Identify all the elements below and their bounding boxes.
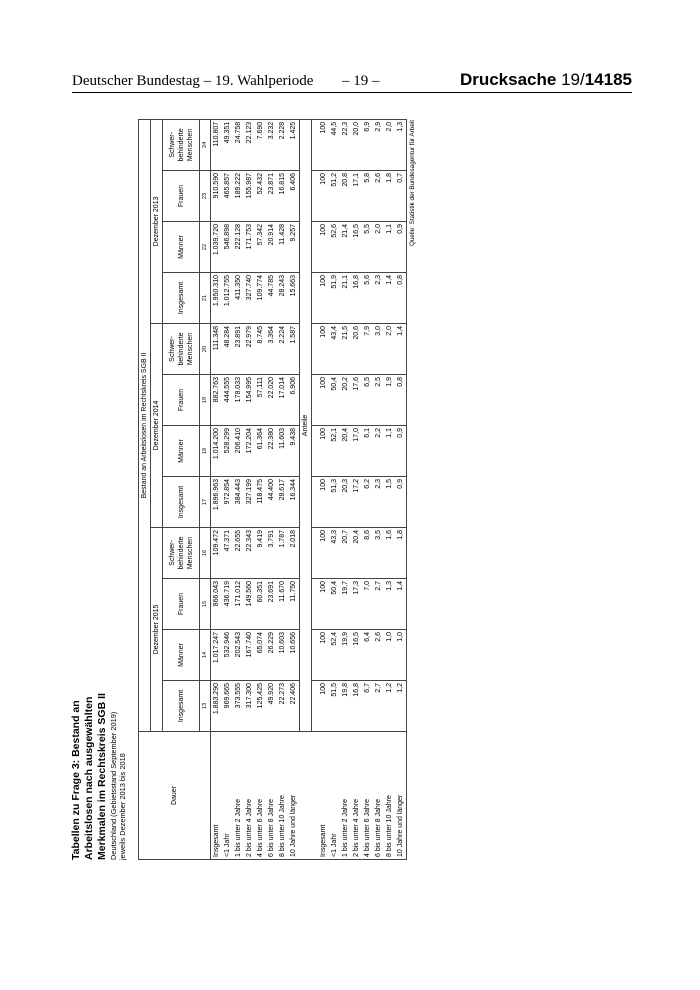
col-header: Schwer-behinderte Menschen	[163, 324, 200, 375]
table-cell: 1,6	[384, 528, 395, 579]
table-cell: 972.854	[222, 477, 233, 528]
table-cell: 2.224	[277, 324, 288, 375]
table-cell: 1.950.310	[211, 273, 223, 324]
table-cell: 154.995	[244, 375, 255, 426]
table-cell: 2.228	[277, 119, 288, 170]
empty-cell	[300, 732, 312, 860]
document-number	[460, 70, 632, 90]
table-cell: 17,0	[351, 426, 362, 477]
table-cell: 528.299	[222, 426, 233, 477]
table-cell: 189.222	[233, 171, 244, 222]
table-cell: 11.750	[288, 579, 300, 630]
table-row	[222, 119, 233, 859]
row-label: 1 bis unter 2 Jahre	[233, 732, 244, 860]
table-cell: 1,3	[384, 579, 395, 630]
rotated-table-area	[70, 120, 470, 860]
table-cell: 20,0	[351, 119, 362, 170]
table-cell: 167.740	[244, 630, 255, 681]
table-cell: 2,7	[373, 579, 384, 630]
col-header: Frauen	[163, 375, 200, 426]
row-label: Insgesamt	[211, 732, 223, 860]
table-cell: 1.425	[288, 119, 300, 170]
table-cell: 110.807	[211, 119, 223, 170]
table-cell: 50,4	[329, 579, 340, 630]
title-line-5: jeweils Dezember 2013 bis 2018	[118, 753, 127, 860]
table-cell: 20,4	[340, 426, 351, 477]
col-header: Insgesamt	[163, 273, 200, 324]
table-cell: 22,3	[340, 119, 351, 170]
main-header: Bestand an Arbeitslosen im Rechtskreis SGB II	[139, 119, 151, 731]
column-number: 23	[200, 171, 211, 222]
table-cell: 28.243	[277, 273, 288, 324]
table-cell: 20,3	[340, 477, 351, 528]
table-row	[266, 119, 277, 859]
column-number: 13	[200, 681, 211, 732]
table-cell: 43,4	[329, 324, 340, 375]
table-cell: 1,4	[395, 579, 407, 630]
table-cell: 172.204	[244, 426, 255, 477]
doc-label: Drucksache	[459, 70, 557, 89]
table-cell: 52.432	[255, 171, 266, 222]
table-cell: 20,8	[340, 171, 351, 222]
table-cell: 0,9	[395, 477, 407, 528]
table-cell: 0,9	[395, 426, 407, 477]
table-cell: 23.691	[266, 579, 277, 630]
table-cell: 22.380	[266, 426, 277, 477]
table-row	[318, 119, 329, 859]
table-cell: 16,8	[351, 681, 362, 732]
table-cell: 6,7	[362, 681, 373, 732]
table-cell: 2,2	[373, 426, 384, 477]
table-cell: 1,0	[395, 630, 407, 681]
table-cell: 44.785	[266, 273, 277, 324]
table-row	[244, 119, 255, 859]
table-cell: 7,9	[362, 324, 373, 375]
col-header: Männer	[163, 426, 200, 477]
table-cell: 6,2	[362, 477, 373, 528]
table-cell: 28.617	[277, 477, 288, 528]
table-cell: 327.740	[244, 273, 255, 324]
rotated-content	[70, 120, 470, 860]
row-label: 4 bis unter 6 Jahre	[362, 732, 373, 860]
table-row	[395, 119, 407, 859]
anteile-label: Anteile	[300, 119, 312, 731]
table-cell: 1.896.963	[211, 477, 223, 528]
table-cell: 100	[318, 477, 329, 528]
table-cell: 1.039.720	[211, 222, 223, 273]
table-cell: 1,8	[395, 528, 407, 579]
table-cell: 1,4	[395, 324, 407, 375]
table-cell: 7.690	[255, 119, 266, 170]
col-header: Schwer-behinderte Menschen	[163, 528, 200, 579]
col-header: Insgesamt	[163, 477, 200, 528]
table-cell: 49.920	[266, 681, 277, 732]
column-number: 16	[200, 528, 211, 579]
row-label: 10 Jahre und länger	[395, 732, 407, 860]
table-cell: 100	[318, 681, 329, 732]
table-cell: 20.914	[266, 222, 277, 273]
table-cell: 1.017.247	[211, 630, 223, 681]
table-cell: 2,3	[373, 477, 384, 528]
table-cell: 3.364	[266, 324, 277, 375]
table-cell: 2,7	[373, 681, 384, 732]
table-cell: 171.753	[244, 222, 255, 273]
table-cell: 19,9	[340, 630, 351, 681]
column-number: 21	[200, 273, 211, 324]
table-cell: 1,2	[384, 681, 395, 732]
table-cell: 1,1	[384, 222, 395, 273]
table-cell: 6,5	[362, 375, 373, 426]
table-row	[362, 119, 373, 859]
column-number: 19	[200, 375, 211, 426]
period-header: Dezember 2015	[151, 528, 163, 732]
col-header: Schwer-behinderte Menschen	[163, 119, 200, 170]
table-cell: 2.018	[288, 528, 300, 579]
table-cell: 0,9	[395, 222, 407, 273]
table-cell: 1,2	[395, 681, 407, 732]
page-header	[72, 70, 632, 92]
table-cell: 2,6	[373, 630, 384, 681]
column-number: 18	[200, 426, 211, 477]
table-cell: 24.758	[233, 119, 244, 170]
table-cell: 1.787	[277, 528, 288, 579]
table-cell: 109.774	[255, 273, 266, 324]
table-cell: 100	[318, 171, 329, 222]
table-cell: 20,4	[351, 528, 362, 579]
table-cell: 882.763	[211, 375, 223, 426]
column-number: 14	[200, 630, 211, 681]
column-number: 20	[200, 324, 211, 375]
table-row	[233, 119, 244, 859]
table-cell: 5,6	[362, 273, 373, 324]
table-cell: 125.425	[255, 681, 266, 732]
row-label: 6 bis unter 8 Jahre	[373, 732, 384, 860]
table-cell: 11.428	[277, 222, 288, 273]
table-cell: 384.443	[233, 477, 244, 528]
table-cell: 9.257	[288, 222, 300, 273]
table-cell: 49.351	[222, 119, 233, 170]
table-cell: 43,3	[329, 528, 340, 579]
table-cell: 23.871	[266, 171, 277, 222]
table-cell: 16.815	[277, 171, 288, 222]
table-row	[288, 119, 300, 859]
table-row	[340, 119, 351, 859]
title-line-4: Deutschland (Gebietsstand September 2019)	[109, 711, 118, 860]
table-cell: 100	[318, 528, 329, 579]
table-cell: 100	[318, 630, 329, 681]
table-cell: 202.543	[233, 630, 244, 681]
table-cell: 17,1	[351, 171, 362, 222]
table-cell: 57.111	[255, 375, 266, 426]
table-cell: 20,7	[340, 528, 351, 579]
table-cell: 2,0	[384, 119, 395, 170]
table-cell: 7,0	[362, 579, 373, 630]
data-table-wrapper	[138, 120, 416, 860]
table-cell: 61.364	[255, 426, 266, 477]
table-cell: 6,9	[362, 119, 373, 170]
table-cell: 100	[318, 426, 329, 477]
table-cell: 444.555	[222, 375, 233, 426]
table-cell: 910.590	[211, 171, 223, 222]
table-cell: 65.074	[255, 630, 266, 681]
row-label: <1 Jahr	[222, 732, 233, 860]
table-cell: 6.906	[288, 375, 300, 426]
table-cell: 17,2	[351, 477, 362, 528]
column-number: 15	[200, 579, 211, 630]
table-cell: 5,5	[362, 222, 373, 273]
table-cell: 44.400	[266, 477, 277, 528]
table-cell: 1,5	[384, 477, 395, 528]
table-cell: 317.300	[244, 681, 255, 732]
column-number: 17	[200, 477, 211, 528]
table-cell: 373.555	[233, 681, 244, 732]
table-cell: 866.043	[211, 579, 223, 630]
col-header: Frauen	[163, 579, 200, 630]
table-cell: 3.232	[266, 119, 277, 170]
table-cell: 118.475	[255, 477, 266, 528]
anteile-row	[300, 119, 312, 859]
header-rule	[72, 92, 632, 93]
period-header: Dezember 2014	[151, 324, 163, 528]
table-cell: 2,0	[373, 222, 384, 273]
table-cell: 47.371	[222, 528, 233, 579]
table-cell: 22.343	[244, 528, 255, 579]
row-label: 8 bis unter 10 Jahre	[384, 732, 395, 860]
table-cell: 20,6	[351, 324, 362, 375]
page-number: – 19 –	[342, 73, 380, 89]
row-label: <1 Jahr	[329, 732, 340, 860]
table-row	[384, 119, 395, 859]
table-cell: 2,9	[373, 119, 384, 170]
table-cell: 6.406	[288, 171, 300, 222]
table-cell: 22.273	[277, 681, 288, 732]
table-cell: 532.946	[222, 630, 233, 681]
table-cell: 22.655	[233, 528, 244, 579]
table-cell: 178.033	[233, 375, 244, 426]
table-cell: 149.560	[244, 579, 255, 630]
table-cell: 16.344	[288, 477, 300, 528]
table-cell: 1,1	[384, 426, 395, 477]
table-cell: 6,1	[362, 426, 373, 477]
data-table	[138, 119, 407, 860]
table-cell: 19,7	[340, 579, 351, 630]
table-cell: 465.857	[222, 171, 233, 222]
table-cell: 19,8	[340, 681, 351, 732]
table-cell: 1.883.290	[211, 681, 223, 732]
table-cell: 16,8	[351, 273, 362, 324]
table-cell: 21,1	[340, 273, 351, 324]
table-cell: 6,4	[362, 630, 373, 681]
table-cell: 1,4	[384, 273, 395, 324]
table-cell: 1.014.200	[211, 426, 223, 477]
table-cell: 9.419	[255, 528, 266, 579]
table-cell: 436.719	[222, 579, 233, 630]
table-cell: 8.745	[255, 324, 266, 375]
table-cell: 51,5	[329, 681, 340, 732]
row-label: 2 bis unter 4 Jahre	[244, 732, 255, 860]
col-header: Insgesamt	[163, 681, 200, 732]
table-cell: 52,6	[329, 222, 340, 273]
table-cell: 44,5	[329, 119, 340, 170]
table-cell: 969.665	[222, 681, 233, 732]
table-cell: 2,6	[373, 171, 384, 222]
table-cell: 100	[318, 273, 329, 324]
table-cell: 3,5	[373, 528, 384, 579]
table-body	[139, 119, 407, 859]
row-label: 10 Jahre und länger	[288, 732, 300, 860]
table-cell: 100	[318, 222, 329, 273]
doc-number-bold: 14185	[584, 70, 632, 89]
table-cell: 10.656	[288, 630, 300, 681]
table-cell: 52,4	[329, 630, 340, 681]
column-number: 24	[200, 119, 211, 170]
table-cell: 21,4	[340, 222, 351, 273]
table-cell: 22.406	[288, 681, 300, 732]
row-label: 6 bis unter 8 Jahre	[266, 732, 277, 860]
table-cell: 22.020	[266, 375, 277, 426]
source-note: Quelle: Statistik der Bundesagentur für Arbeit	[409, 120, 416, 247]
table-row	[277, 119, 288, 859]
table-cell: 60.351	[255, 579, 266, 630]
table-cell: 1,9	[384, 375, 395, 426]
table-cell: 23.891	[233, 324, 244, 375]
dauer-header: Dauer	[139, 732, 211, 860]
period-header: Dezember 2013	[151, 119, 163, 323]
row-label: 4 bis unter 6 Jahre	[255, 732, 266, 860]
row-label: 8 bis unter 10 Jahre	[277, 732, 288, 860]
table-cell: 51,3	[329, 477, 340, 528]
table-cell: 2,5	[373, 375, 384, 426]
row-label: 1 bis unter 2 Jahre	[340, 732, 351, 860]
table-cell: 100	[318, 579, 329, 630]
table-cell: 1.012.755	[222, 273, 233, 324]
table-cell: 15.663	[288, 273, 300, 324]
col-header: Männer	[163, 630, 200, 681]
table-cell: 327.199	[244, 477, 255, 528]
table-cell: 1,0	[384, 630, 395, 681]
table-cell: 48.284	[222, 324, 233, 375]
table-cell: 546.898	[222, 222, 233, 273]
table-cell: 3.791	[266, 528, 277, 579]
parliament-period: Deutscher Bundestag – 19. Wahlperiode	[72, 73, 314, 89]
doc-number-prefix: 19/	[561, 70, 585, 89]
title-line-3: Merkmalen im Rechtskreis SGB II	[96, 693, 108, 860]
table-cell: 206.410	[233, 426, 244, 477]
table-cell: 109.472	[211, 528, 223, 579]
table-cell: 17,3	[351, 579, 362, 630]
table-cell: 17.014	[277, 375, 288, 426]
table-cell: 1.587	[288, 324, 300, 375]
table-cell: 0,7	[395, 171, 407, 222]
title-line-2: Arbeitslosen nach ausgewählten	[83, 696, 95, 860]
table-cell: 22.979	[244, 324, 255, 375]
table-row	[211, 119, 223, 859]
table-cell: 2,3	[373, 273, 384, 324]
table-cell: 11.670	[277, 579, 288, 630]
table-cell: 100	[318, 375, 329, 426]
table-cell: 10.603	[277, 630, 288, 681]
table-cell: 0,8	[395, 375, 407, 426]
table-row	[329, 119, 340, 859]
table-cell: 155.987	[244, 171, 255, 222]
table-cell: 3,0	[373, 324, 384, 375]
table-cell: 26.229	[266, 630, 277, 681]
table-cell: 16,5	[351, 222, 362, 273]
table-cell: 57.342	[255, 222, 266, 273]
column-number: 22	[200, 222, 211, 273]
table-cell: 51,2	[329, 171, 340, 222]
table-cell: 222.128	[233, 222, 244, 273]
table-cell: 11.603	[277, 426, 288, 477]
table-row	[373, 119, 384, 859]
table-cell: 111.348	[211, 324, 223, 375]
table-cell: 0,8	[395, 273, 407, 324]
table-cell: 50,4	[329, 375, 340, 426]
table-cell: 21,5	[340, 324, 351, 375]
table-cell: 100	[318, 324, 329, 375]
row-label: Insgesamt	[318, 732, 329, 860]
table-cell: 8,6	[362, 528, 373, 579]
row-label: 2 bis unter 4 Jahre	[351, 732, 362, 860]
table-cell: 51,9	[329, 273, 340, 324]
table-cell: 22.123	[244, 119, 255, 170]
table-cell: 411.350	[233, 273, 244, 324]
table-cell: 5,8	[362, 171, 373, 222]
table-cell: 9.438	[288, 426, 300, 477]
title-line-1: Tabellen zu Frage 3: Bestand an	[70, 700, 82, 860]
table-cell: 2,0	[384, 324, 395, 375]
table-cell: 20,2	[340, 375, 351, 426]
col-header: Männer	[163, 222, 200, 273]
table-cell: 16,5	[351, 630, 362, 681]
table-row	[351, 119, 362, 859]
table-cell: 1,8	[384, 171, 395, 222]
table-cell: 171.012	[233, 579, 244, 630]
table-cell: 52,1	[329, 426, 340, 477]
col-header: Frauen	[163, 171, 200, 222]
table-cell: 1,3	[395, 119, 407, 170]
table-title	[70, 560, 127, 860]
table-row	[255, 119, 266, 859]
table-cell: 17,6	[351, 375, 362, 426]
table-cell: 100	[318, 119, 329, 170]
